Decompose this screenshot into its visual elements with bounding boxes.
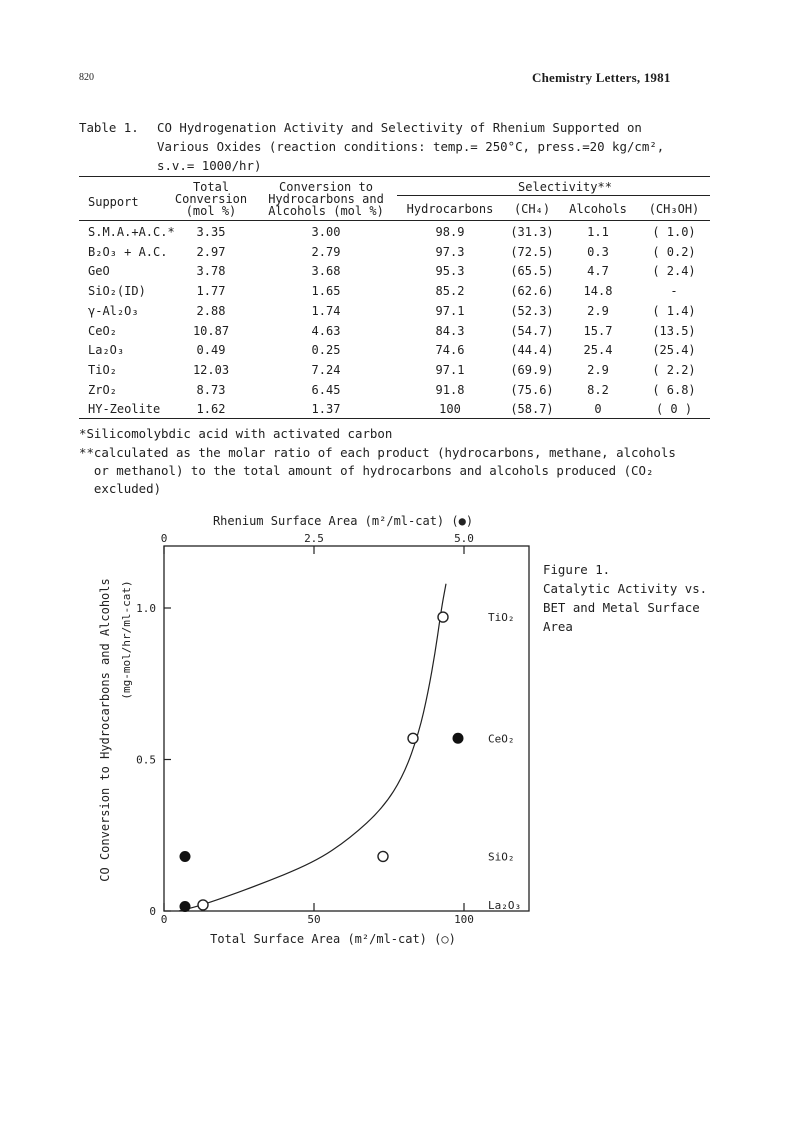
table-cell-ch3oh: ( 2.2) — [652, 362, 696, 377]
table-cell-ch3oh: ( 2.4) — [652, 264, 696, 279]
header-alcohols: Alcohols — [569, 202, 627, 216]
table-cell-hc: 74.6 — [435, 343, 465, 358]
table-cell-ch3oh: ( 0.2) — [652, 244, 696, 259]
table-cell-hc: 97.1 — [435, 362, 465, 377]
table-cell-support: TiO₂ — [88, 362, 117, 377]
table-cell-conv: 3.68 — [311, 264, 341, 279]
header-conversion-hc-alc: Conversion to Hydrocarbons and Alcohols (mol %) — [268, 180, 384, 218]
header-selectivity: Selectivity** — [518, 180, 612, 194]
table-cell-conv: 2.79 — [311, 244, 341, 259]
page-number: 820 — [79, 72, 94, 83]
table-cell-hc: 97.1 — [435, 303, 465, 318]
figure-caption-line: Figure 1. — [543, 562, 611, 577]
table-cell-hc: 84.3 — [435, 323, 465, 338]
table-cell-hc: 95.3 — [435, 264, 465, 279]
y-tick-label: 1.0 — [136, 602, 156, 615]
table-cell-conv: 1.74 — [311, 303, 341, 318]
table-cell-conv: 7.24 — [311, 362, 341, 377]
table-cell-hc: 100 — [439, 402, 461, 417]
table-cell-ch4: (62.6) — [510, 284, 554, 299]
header-ch4: (CH₄) — [513, 202, 551, 216]
header-hydrocarbons: Hydrocarbons — [406, 202, 494, 216]
point-label: CeO₂ — [488, 732, 515, 746]
table-cell-total: 12.03 — [192, 362, 230, 377]
y-axis-label: CO Conversion to Hydrocarbons and Alcohols — [98, 578, 112, 882]
table-cell-ch3oh: ( 1.0) — [652, 225, 696, 239]
x-axis-label: Total Surface Area (m²/ml-cat) (○) — [210, 932, 456, 946]
point-label: TiO₂ — [488, 611, 515, 625]
y-tick-label: 0.5 — [136, 753, 156, 767]
table-cell-alc: 0 — [594, 402, 602, 417]
table-cell-alc: 2.9 — [587, 303, 609, 318]
table-cell-hc: 98.9 — [435, 225, 465, 239]
table-cell-support: GeO — [88, 264, 110, 279]
table-cell-total: 2.88 — [196, 303, 226, 318]
table-cell-conv: 3.00 — [311, 225, 341, 239]
table-cell-total: 3.35 — [196, 225, 226, 239]
y-axis-unit-label: (mg-mol/hr/ml-cat) — [120, 580, 133, 700]
table-cell-support: HY-Zeolite — [88, 402, 161, 417]
journal-header: Chemistry Letters, 1981 — [532, 70, 671, 85]
table-cell-support: CeO₂ — [88, 323, 117, 338]
table-cell-total: 1.77 — [196, 284, 226, 299]
table-caption-line: s.v.= 1000/hr) — [157, 158, 262, 173]
table-cell-ch3oh: - — [670, 284, 678, 299]
table-cell-ch4: (72.5) — [510, 244, 554, 259]
filled-data-point — [453, 733, 464, 744]
table-cell-total: 10.87 — [192, 323, 230, 338]
table-cell-hc: 97.3 — [435, 244, 465, 259]
x2-tick-label: 5.0 — [454, 532, 474, 545]
table-cell-support: S.M.A.+A.C.* — [88, 225, 175, 239]
table-cell-hc: 91.8 — [435, 382, 465, 397]
x2-tick-label: 2.5 — [304, 532, 324, 545]
table-cell-ch4: (58.7) — [510, 402, 554, 417]
table-cell-alc: 4.7 — [587, 264, 609, 279]
filled-data-point — [180, 901, 191, 912]
table-cell-support: ZrO₂ — [88, 382, 117, 397]
table-cell-support: B₂O₃ + A.C. — [88, 244, 168, 259]
table-cell-ch3oh: ( 1.4) — [652, 303, 696, 318]
table-cell-hc: 85.2 — [435, 284, 465, 299]
open-data-point — [438, 612, 448, 622]
filled-data-point — [180, 851, 191, 862]
open-data-point — [408, 733, 418, 743]
table-cell-conv: 1.65 — [311, 284, 341, 299]
footnote-2-cont: or methanol) to the total amount of hydrocarbons and alcohols produced (CO₂ — [79, 463, 654, 478]
table-caption-line: CO Hydrogenation Activity and Selectivity of Rhenium Supported on — [157, 120, 642, 135]
table-caption-line: Various Oxides (reaction conditions: temp.= 250°C, press.=20 kg/cm², — [157, 139, 665, 154]
table-cell-ch4: (65.5) — [510, 264, 554, 279]
header-total-conversion: Total Conversion (mol %) — [174, 180, 248, 218]
table-cell-ch4: (54.7) — [510, 323, 554, 338]
table-cell-conv: 1.37 — [311, 402, 341, 417]
x-tick-label: 0 — [160, 913, 168, 926]
table-cell-conv: 4.63 — [311, 323, 341, 338]
y-tick-label: 0 — [149, 905, 156, 918]
point-label: SiO₂ — [488, 850, 515, 864]
open-data-point — [198, 900, 208, 910]
table-cell-ch3oh: (13.5) — [652, 323, 696, 338]
table-cell-alc: 8.2 — [587, 382, 609, 397]
table-cell-ch4: (52.3) — [510, 303, 554, 318]
table-cell-conv: 0.25 — [311, 343, 341, 358]
x-tick-label: 50 — [307, 913, 321, 926]
table-cell-ch3oh: (25.4) — [652, 343, 696, 358]
table-cell-alc: 14.8 — [583, 284, 613, 299]
table-cell-total: 2.97 — [196, 244, 226, 259]
open-data-point — [378, 851, 388, 861]
table-cell-support: γ-Al₂O₃ — [88, 303, 139, 318]
table-cell-ch4: (69.9) — [510, 362, 554, 377]
table-cell-alc: 0.3 — [587, 244, 609, 259]
fit-curve — [179, 584, 446, 911]
table-cell-conv: 6.45 — [311, 382, 341, 397]
table-cell-total: 3.78 — [196, 264, 226, 279]
table-cell-ch3oh: ( 6.8) — [652, 382, 696, 397]
table-cell-support: La₂O₃ — [88, 343, 125, 358]
table-cell-total: 1.62 — [196, 402, 226, 417]
footnote-1: *Silicomolybdic acid with activated carbon — [79, 426, 393, 441]
figure-caption-line: BET and Metal Surface — [543, 600, 700, 615]
table-cell-alc: 15.7 — [583, 323, 613, 338]
header-ch3oh: (CH₃OH) — [648, 202, 700, 216]
table-cell-total: 0.49 — [196, 343, 226, 358]
table-label: Table 1. — [79, 120, 139, 135]
figure-caption-line: Catalytic Activity vs. — [543, 581, 708, 596]
footnote-2: **calculated as the molar ratio of each product (hydrocarbons, methane, alcohols — [79, 445, 676, 460]
table-cell-support: SiO₂(ID) — [88, 284, 146, 299]
x2-axis-label: Rhenium Surface Area (m²/ml-cat) (●) — [212, 514, 474, 528]
plot-frame — [164, 546, 529, 911]
table-cell-total: 8.73 — [196, 382, 226, 397]
x2-tick-label: 0 — [160, 532, 168, 545]
table-cell-ch4: (44.4) — [510, 343, 554, 358]
table-cell-alc: 25.4 — [583, 343, 613, 358]
table-cell-alc: 1.1 — [587, 225, 609, 239]
figure-caption-line: Area — [543, 619, 573, 634]
header-support: Support — [88, 195, 139, 209]
table-cell-ch4: (75.6) — [510, 382, 554, 397]
point-label: La₂O₃ — [488, 898, 522, 912]
table-cell-alc: 2.9 — [587, 362, 609, 377]
x-tick-label: 100 — [454, 913, 474, 926]
footnote-2-cont: excluded) — [79, 481, 162, 496]
table-cell-ch4: (31.3) — [510, 225, 554, 239]
table-cell-ch3oh: ( 0 ) — [655, 402, 693, 417]
